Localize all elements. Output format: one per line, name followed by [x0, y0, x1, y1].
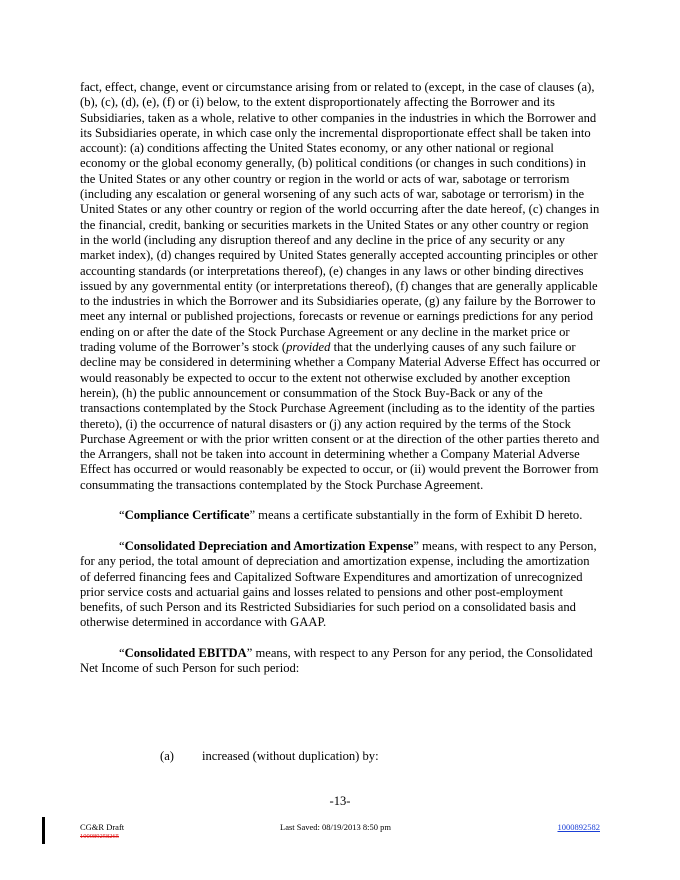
footer-last-saved: Last Saved: 08/19/2013 8:50 pm — [280, 822, 391, 832]
definition-consolidated-da-expense: “Consolidated Depreciation and Amortization Expense” means, with respect to any Person, for any period, the total amount of depreciation and amortization expense, including the amortization of deferred financing fees and Capitalized Software Expenditures and amortization of unrecognized prior service costs and actuarial gains and losses related to pensions and other post-employment benefits, of such Person and its Restricted Subsidiaries for such period on a consolidated basis and otherwise determined in accordance with GAAP. — [80, 538, 597, 630]
sub-item-label: (a) — [160, 749, 174, 763]
paragraph-mae-definition: fact, effect, change, event or circumstance arising from or related to (except, in the case of clauses (a), (b), (c), (d), (e), (f) or (i) below, to the extent disproportionately affecting the Borrower and its Subsidiaries, taken as a whole, relative to other companies in the industries in which the Borrower and its Subsidiaries operate, in which case only the incremental disproportionate effect shall be taken into account): (a) conditions affecting the United States economy, or any other national or regional economy or the global economy generally, (b) political conditions (or changes in such conditions) in the United States or any other country or region in the world or acts of war, sabotage or terrorism (including any escalation or general worsening of any such acts of war, sabotage or terrorism) in the United States or any other country or region of the world occurring after the date hereof, (c) changes in the financial, credit, banking or securities markets in the United States or any other country or region in the world (including any disruption thereof and any decline in the price of any security or any market index), (d) changes required by United States generally accepted accounting principles or other accounting standards (or interpretations thereof), (e) changes in any laws or other binding directives issued by any governmental entity (or interpretations thereof), (f) changes that are generally applicable to the industries in which the Borrower and its Subsidiaries operate, (g) any failure by the Borrower to meet any internal or published projections, forecasts or revenue or earnings predictions for any period ending on or after the date of the Stock Purchase Agreement or any decline in the market price or trading volume of the Borrower’s stock (provided that the underlying causes of any such failure or decline may be considered in determining whether a Company Material Adverse Effect has occurred or would reasonably be expected to occur to the extent not otherwise excluded by another exception herein), (h) the public announcement or consummation of the Stock Buy-Back or any of the transactions contemplated by the Stock Purchase Agreement (including as to the identity of the parties thereto), (i) the occurrence of natural disasters or (j) any action required by the terms of the Stock Purchase Agreement or with the prior written consent or at the direction of the other parties thereto and the Arrangers, shall not be taken into account in determining whether a Company Material Adverse Effect has occurred or would reasonably be expected to occur, or (ii) would prevent the Borrower from consummating the transactions contemplated by the Stock Purchase Agreement. — [80, 80, 601, 492]
page-number: -13- — [329, 794, 351, 808]
defined-term: Compliance Certificate — [124, 508, 250, 523]
defined-term: Consolidated EBITDA — [124, 645, 247, 660]
sub-item-text: increased (without duplication) by: — [201, 749, 379, 763]
footer-deleted-doc-id: 100089258265 — [80, 833, 119, 840]
footer-left — [80, 822, 124, 842]
defined-term: Consolidated Depreciation and Amortization Expense — [124, 538, 414, 553]
revision-bar — [42, 817, 45, 844]
document-body — [80, 80, 601, 677]
definition-consolidated-ebitda: “Consolidated EBITDA” means, with respect to any Person for any period, the Consolidated Net Income of such Person for such period: — [80, 645, 593, 676]
footer-doc-id-link[interactable]: 1000892582 — [557, 822, 600, 832]
sub-item-a — [160, 749, 379, 764]
definition-compliance-certificate: “Compliance Certificate” means a certificate substantially in the form of Exhibit D hereto. — [119, 508, 583, 523]
footer-draft-label: CG&R Draft — [80, 822, 125, 832]
italic-provided: provided — [286, 340, 331, 355]
